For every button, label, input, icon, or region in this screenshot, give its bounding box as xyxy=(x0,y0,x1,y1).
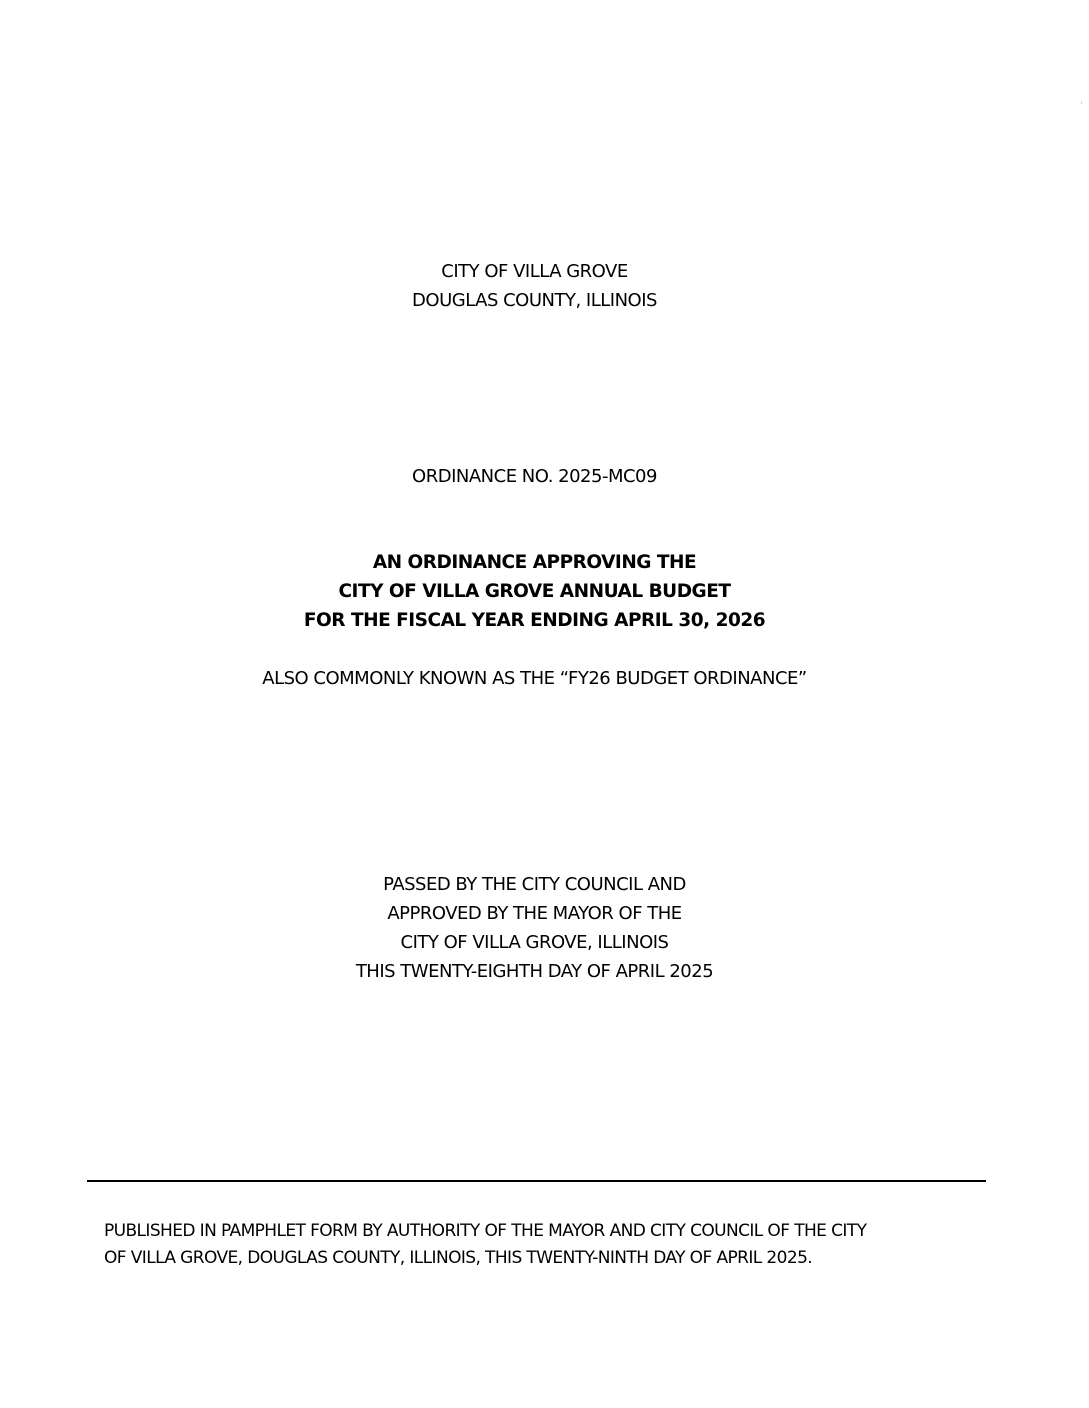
publication-notice xyxy=(104,1218,1004,1272)
passed-line-1: PASSED BY THE CITY COUNCIL AND xyxy=(383,874,686,895)
ordinance-title xyxy=(0,548,1069,635)
county-state: DOUGLAS COUNTY, ILLINOIS xyxy=(412,290,657,311)
title-line-3: FOR THE FISCAL YEAR ENDING APRIL 30, 2026 xyxy=(303,610,766,631)
title-line-2: CITY OF VILLA GROVE ANNUAL BUDGET xyxy=(338,581,731,602)
publication-line-1: PUBLISHED IN PAMPHLET FORM BY AUTHORITY OF THE MAYOR AND CITY COUNCIL OF THE CITY xyxy=(104,1221,867,1241)
horizontal-rule xyxy=(87,1180,986,1182)
title-line-1: AN ORDINANCE APPROVING THE xyxy=(372,552,697,573)
publication-line-2: OF VILLA GROVE, DOUGLAS COUNTY, ILLINOIS, THIS TWENTY-NINTH DAY OF APRIL 2025. xyxy=(104,1248,813,1268)
passage-statement xyxy=(0,870,1069,986)
passed-line-4: THIS TWENTY-EIGHTH DAY OF APRIL 2025 xyxy=(355,961,714,982)
passed-line-3: CITY OF VILLA GROVE, ILLINOIS xyxy=(400,932,669,953)
passed-line-2: APPROVED BY THE MAYOR OF THE xyxy=(387,903,682,924)
document-header xyxy=(0,257,1069,315)
ordinance-number: ORDINANCE NO. 2025-MC09 xyxy=(412,466,657,487)
city-name: CITY OF VILLA GROVE xyxy=(441,261,628,282)
scan-speck xyxy=(1081,102,1082,104)
also-known-as: ALSO COMMONLY KNOWN AS THE “FY26 BUDGET ORDINANCE” xyxy=(262,668,807,689)
